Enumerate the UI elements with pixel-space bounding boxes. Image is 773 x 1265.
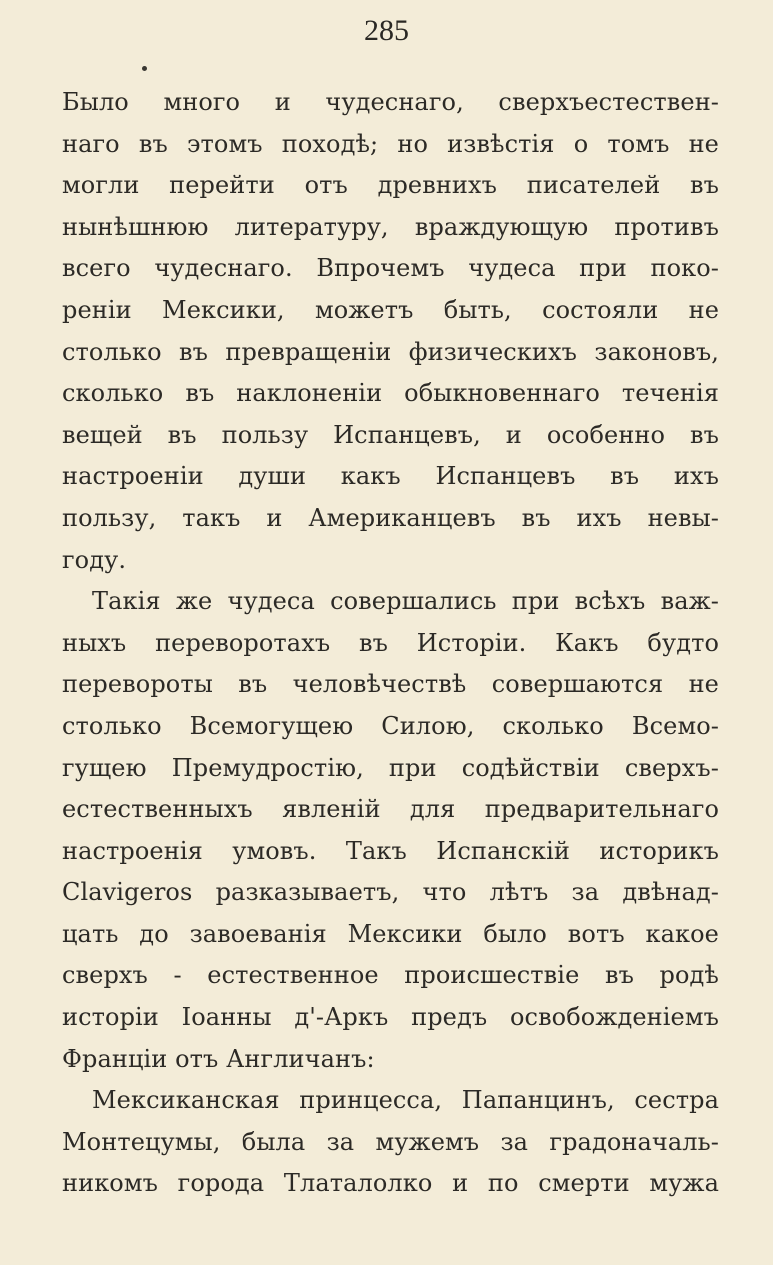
text-line: Clavigeros разказываетъ, что лѣтъ за двѣнад- bbox=[62, 878, 719, 907]
text-line: нынѣшнюю литературу, враждующую противъ bbox=[62, 212, 719, 241]
text-line: столько Всемогущею Силою, сколько Всемо- bbox=[62, 711, 719, 740]
text-line: настроенія умовъ. Такъ Испанскій историкъ bbox=[62, 836, 719, 865]
text-line: исторіи Іоанны д'-Аркъ предъ освобожденіемъ bbox=[62, 1003, 719, 1032]
text-line: Монтецумы, была за мужемъ за градоначаль- bbox=[62, 1127, 719, 1156]
paragraph-2 bbox=[62, 581, 719, 1080]
body-text bbox=[62, 82, 719, 1205]
text-line: сколько въ наклоненіи обыкновеннаго теченія bbox=[62, 379, 719, 408]
text-line: настроеніи души какъ Испанцевъ въ ихъ bbox=[62, 462, 719, 491]
text-line: никомъ города Тлаталолко и по смерти мужа bbox=[62, 1169, 719, 1198]
paragraph-3 bbox=[62, 1080, 719, 1205]
text-line: ныхъ переворотахъ въ Исторіи. Какъ будто bbox=[62, 628, 719, 657]
text-line: наго въ этомъ походѣ; но извѣстія о томъ не bbox=[62, 129, 719, 158]
text-line: Было много и чудеснаго, сверхъестествен- bbox=[62, 88, 719, 116]
text-line: сверхъ - естественное происшествіе въ родѣ bbox=[62, 961, 719, 990]
text-line: столько въ превращеніи физическихъ законовъ, bbox=[62, 337, 719, 366]
text-line: перевороты въ человѣчествѣ совершаются не bbox=[62, 670, 719, 699]
text-line: всего чудеснаго. Впрочемъ чудеса при поко- bbox=[62, 254, 719, 283]
text-line: Такія же чудеса совершались при всѣхъ важ- bbox=[92, 587, 719, 616]
text-line: Мексиканская принцесса, Папанцинъ, сестра bbox=[92, 1086, 719, 1115]
text-line: цать до завоеванія Мексики было вотъ какое bbox=[62, 919, 719, 948]
text-line: реніи Мексики, можетъ быть, состояли не bbox=[62, 295, 719, 324]
text-line: естественныхъ явленій для предварительнаго bbox=[62, 795, 719, 824]
page-number: 285 bbox=[364, 14, 409, 47]
ink-speck bbox=[142, 66, 147, 71]
paragraph-1 bbox=[62, 82, 719, 581]
text-line: могли перейти отъ древнихъ писателей въ bbox=[62, 171, 719, 200]
text-line: гущею Премудростію, при содѣйствіи сверхъ- bbox=[62, 753, 719, 782]
text-line: году. bbox=[62, 545, 127, 574]
text-line: пользу, такъ и Американцевъ въ ихъ невы- bbox=[62, 503, 719, 532]
text-line: Франціи отъ Англичанъ: bbox=[62, 1044, 375, 1073]
text-line: вещей въ пользу Испанцевъ, и особенно въ bbox=[62, 420, 719, 449]
